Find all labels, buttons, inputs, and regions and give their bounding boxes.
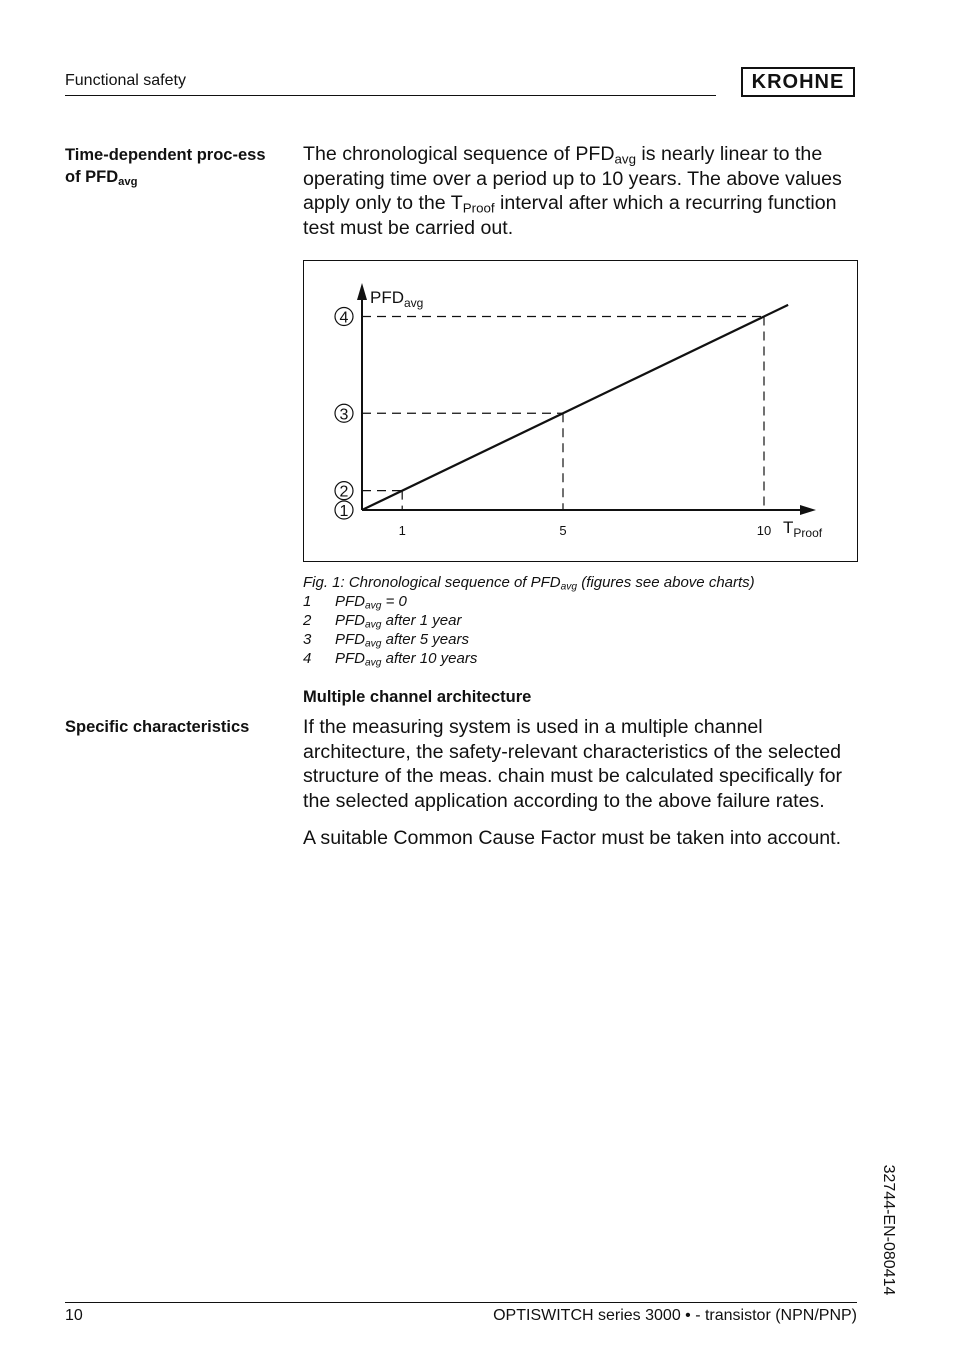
product-name: OPTISWITCH series 3000 • - transistor (NPN/PNP) (493, 1307, 857, 1324)
para-part-b: is nearly linear to the operating time over a period up to 10 years. The above values apply only to the T (303, 143, 842, 214)
y-axis-label: $PFD_{avg}$ (370, 288, 424, 310)
document-number: 32744-EN-080414 (880, 1164, 897, 1296)
footer-rule (65, 1302, 857, 1303)
legend-text (335, 592, 407, 611)
krohne-logo: KROHNE (741, 67, 855, 97)
para-part-a: The chronological sequence of PFD (303, 143, 615, 165)
y-axis-arrow (357, 283, 367, 300)
side-heading-sub: avg (118, 175, 138, 188)
side-heading-time-dependent (65, 144, 280, 188)
legend-item (303, 649, 703, 668)
para-part-c: interval after which a recurring function test must be carried out. (303, 192, 837, 239)
x-tick-label: 5 (559, 523, 567, 538)
figure-caption (303, 573, 858, 592)
legend-item (303, 611, 703, 630)
legend-post: = 0 (381, 593, 407, 610)
multiple-channel-paragraph: If the measuring system is used in a multiple channel architecture, the safety-relevant characteristics of the selected structure of the meas. chain must be calculated specifically for the selected application according to the above failure rates. (303, 716, 843, 812)
legend-post: after 10 years (381, 650, 478, 667)
legend-num: 1 (303, 593, 312, 610)
para-sub-proof: Proof (462, 200, 495, 216)
legend-post: after 1 year (381, 612, 462, 629)
time-dependent-paragraph (303, 142, 863, 240)
legend-sub: avg (365, 600, 382, 612)
section-title: Functional safety (65, 72, 186, 89)
legend-text (335, 630, 469, 649)
side-heading-main: Time-dependent proc-ess of PFD (65, 146, 266, 186)
legend-pre: PFD (335, 650, 365, 667)
legend-post: after 5 years (381, 631, 469, 648)
para-sub-avg: avg (614, 151, 636, 167)
marker-number: 4 (339, 309, 349, 327)
legend-item (303, 592, 703, 611)
caption-sub: avg (560, 581, 578, 593)
legend-sub: avg (365, 638, 382, 650)
legend-pre: PFD (335, 593, 365, 610)
x-axis-label: $T_{Proof}$ (783, 518, 823, 540)
legend-num: 3 (303, 631, 312, 648)
marker-number: 1 (339, 503, 349, 520)
legend-text (335, 611, 461, 630)
legend-sub: avg (365, 657, 382, 669)
legend-text (335, 649, 477, 668)
marker-number: 2 (339, 483, 349, 501)
legend-num: 2 (303, 612, 312, 629)
legend-item (303, 630, 703, 649)
common-cause-paragraph: A suitable Common Cause Factor must be taken into account. (303, 827, 842, 849)
pfd-chart-svg (304, 261, 857, 561)
marker-number: 3 (339, 406, 349, 424)
pfd-line (362, 305, 788, 510)
multiple-channel-subheading: Multiple channel architecture (303, 688, 532, 706)
caption-prefix: Fig. 1: Chronological sequence of PFD (303, 574, 561, 591)
header-rule (65, 95, 716, 96)
x-tick-label: 10 (756, 523, 772, 538)
side-heading-specific: Specific characteristics (65, 718, 250, 736)
caption-suffix: (figures see above charts) (577, 574, 755, 591)
x-axis-arrow (800, 505, 816, 515)
pfd-chart (303, 260, 858, 562)
page-number: 10 (65, 1307, 83, 1324)
legend-num: 4 (303, 650, 312, 667)
figure-legend (303, 592, 703, 668)
legend-pre: PFD (335, 631, 365, 648)
legend-sub: avg (365, 619, 382, 631)
x-tick-label: 1 (398, 523, 406, 538)
legend-pre: PFD (335, 612, 365, 629)
